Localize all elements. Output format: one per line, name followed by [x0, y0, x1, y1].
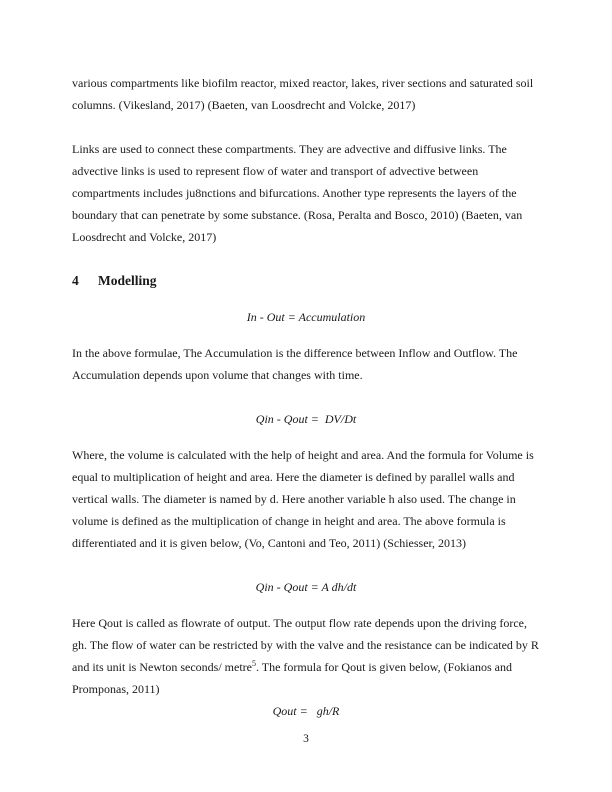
formula-qin-qout-adhdt: Qin - Qout = A dh/dt [255, 580, 357, 594]
paragraph-compartments: various compartments like biofilm reactor, mixed reactor, lakes, river sections and saturated soil columns. (Vikesland, 2017) (Baeten, van Loosdrecht and Volcke, 2017) [72, 76, 537, 112]
superscript-exponent: 5 [251, 659, 256, 668]
paragraph-qout-text-1: Here Qout is called as flowrate of output. The output flow rate depends upon the driving force, gh. The flow of water can be restricted by with the valve and the resistance can be indicated by R and its unit is Newton seconds/ metre [72, 616, 542, 674]
paragraph-links: Links are used to connect these compartments. They are advective and diffusive links. The advective links is used to represent flow of water and transport of advective between compartments includes ju8nctions and bifurcations. Another type represents the layers of the boundary that can penetrate by some substance. (Rosa, Peralta and Bosco, 2010) (Baeten, van Loosdrecht and Volcke, 2017) [72, 142, 526, 244]
section-heading-modelling [72, 270, 540, 292]
formula-in-out-accumulation: In - Out = Accumulation [246, 310, 366, 324]
paragraph-accumulation: In the above formulae, The Accumulation is the difference between Inflow and Outflow. The Accumulation depends upon volume that changes with time. [72, 346, 520, 382]
section-title: Modelling [98, 273, 157, 288]
paragraph-volume: Where, the volume is calculated with the help of height and area. And the formula for Volume is equal to multiplication of height and area. Here the diameter is defined by parallel walls and vertical walls. The diameter is named by d. Here another variable h also used. The change in volume is defined as the multiplication of change in height and area. The above formula is differentiated and it is given below, (Vo, Cantoni and Teo, 2011) (Schiesser, 2013) [72, 448, 537, 550]
paragraph-qout-text-2: . The formula for Qout is given below, (Fokianos and Promponas, 2011) [72, 660, 515, 696]
formula-qin-qout-dvdt: Qin - Qout = DV/Dt [255, 412, 357, 426]
paragraph-qout [72, 612, 540, 700]
section-number: 4 [72, 273, 79, 288]
page-number: 3 [303, 733, 309, 745]
formula-qout-ghr: Qout = gh/R [272, 704, 340, 718]
